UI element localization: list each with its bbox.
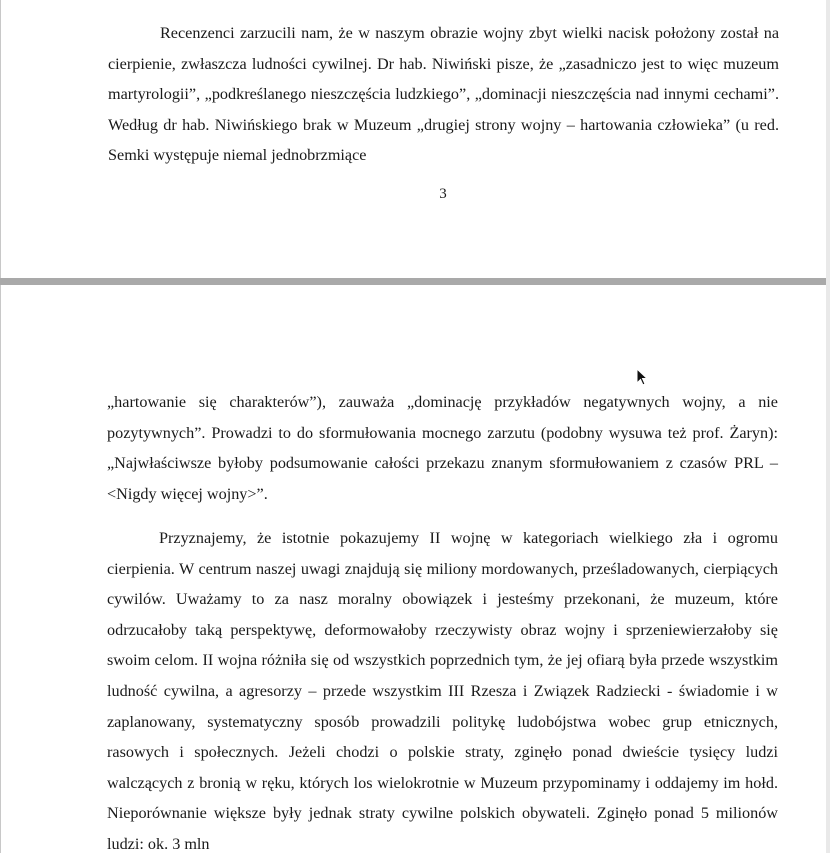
- body-paragraph-second: Przyznajemy, że istotnie pokazujemy II wojnę w kategoriach wielkiego zła i ogromu cierpienia. W centrum naszej uwagi znajdują się miliony mordowanych, prześladowanych, cierpiących cywilów. Uważamy to za nasz moralny obowiązek i jesteśmy przekonani, że muzeum, które odrzucałoby taką perspektywę, deformowałoby rzeczywisty obraz wojny i sprzeniewierzałoby się swoim celom. II wojna różniła się od wszystkich poprzednich tym, że jej ofiarą była przede wszystkim ludność cywilna, a agresorzy – przede wszystkim III Rzesza i Związek Radziecki - świadomie i w zaplanowany, systematyczny sposób prowadzili politykę ludobójstwa wobec grup etnicznych, rasowych i społecznych. Jeżeli chodzi o polskie straty, zginęło ponad dwieście tysięcy ludzi walczących z bronią w ręku, których los wielokrotnie w Muzeum przypominamy i oddajemy im hołd. Nieporównanie większe były jednak straty cywilne polskich obywateli. Zginęło ponad 5 milionów ludzi: ok. 3 mln: [107, 529, 778, 853]
- document-page-top[interactable]: [0, 0, 826, 279]
- page-separator: [0, 278, 830, 285]
- viewer-right-edge: [826, 0, 830, 853]
- body-paragraph-top: Recenzenci zarzucili nam, że w naszym obrazie wojny zbyt wielki nacisk położony został na cierpienie, zwłaszcza ludności cywilnej. Dr hab. Niwiński pisze, że „zasadniczo jest to więc muzeum martyrologii”, „podkreślanego nieszczęścia ludzkiego”, „dominacji nieszczęścia nad innymi cechami”. Według dr hab. Niwińskiego brak w Muzeum „drugiej strony wojny – hartowania człowieka” (u red. Semki występuje niemal jednobrzmiące: [108, 24, 779, 165]
- body-paragraph-continued: „hartowanie się charakterów”), zauważa „dominację przykładów negatywnych wojny, a nie pozytywnych”. Prowadzi to do sformułowania mocnego zarzutu (podobny wysuwa też prof. Żaryn): „Najwłaściwsze byłoby podsumowanie całości przekazu znanym sformułowaniem z czasów PRL – <Nigdy więcej wojny>”.: [107, 393, 778, 503]
- mouse-pointer-icon: [636, 368, 648, 386]
- page-number: 3: [439, 186, 447, 202]
